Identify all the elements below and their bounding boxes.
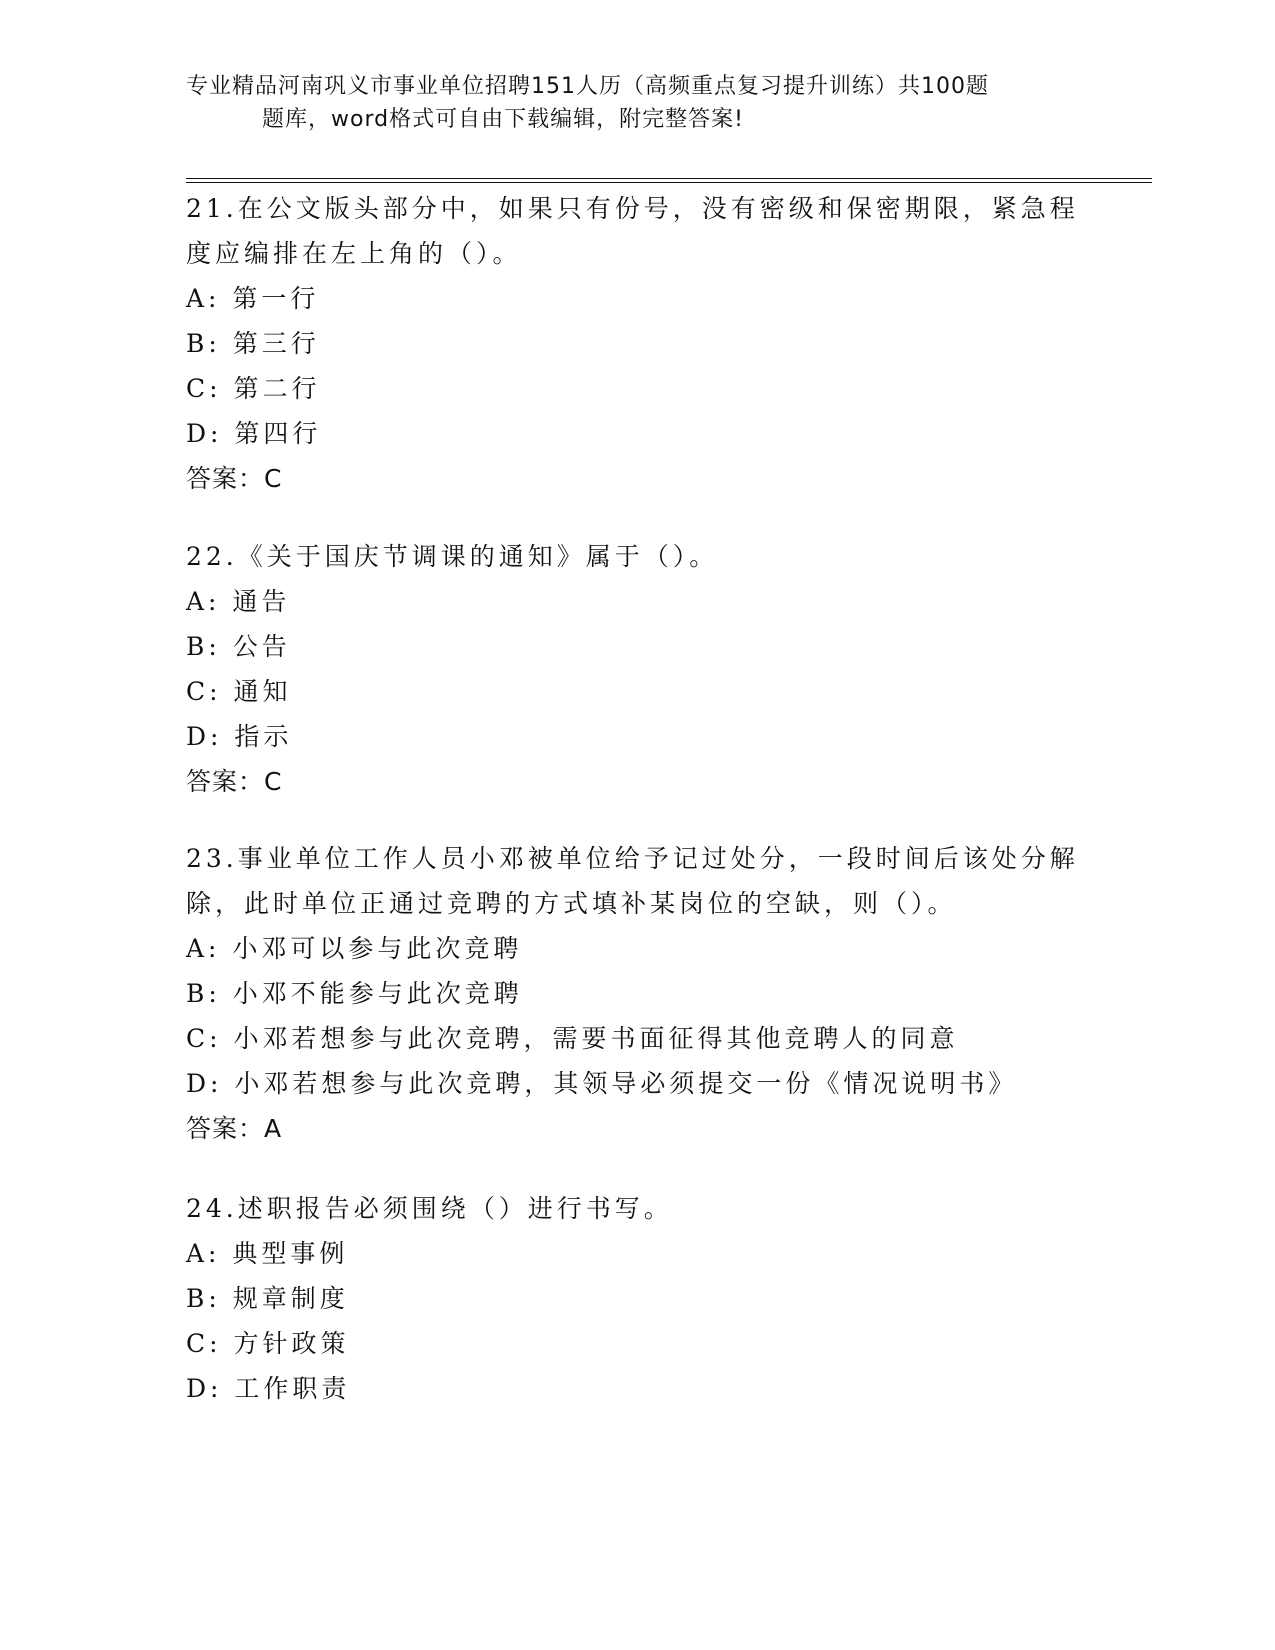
header-title-line-1: 专业精品河南巩义市事业单位招聘151人历（高频重点复习提升训练）共100题 (186, 74, 989, 99)
option-b: B: 小邓不能参与此次竞聘 (186, 979, 523, 1008)
option-b: B: 第三行 (186, 329, 320, 358)
question-block (186, 186, 1086, 501)
option-a: A: 通告 (186, 587, 291, 616)
option-a: A: 小邓可以参与此次竞聘 (186, 934, 523, 963)
question-block (186, 534, 1086, 804)
option-d: D: 第四行 (186, 419, 322, 448)
option-c: C: 小邓若想参与此次竞聘，需要书面征得其他竞聘人的同意 (186, 1024, 959, 1053)
answer-text: 答案：C (186, 767, 283, 796)
header-title-line-2: 题库，word格式可自由下载编辑，附完整答案! (262, 107, 744, 132)
option-b: B: 公告 (186, 632, 291, 661)
question-text: 23.事业单位工作人员小邓被单位给予记过处分，一段时间后该处分解 (186, 844, 1079, 873)
option-c: C: 通知 (186, 677, 292, 706)
header-divider-bottom (186, 182, 1152, 183)
header-divider-top (186, 178, 1152, 179)
question-text: 度应编排在左上角的（）。 (186, 239, 522, 268)
option-b: B: 规章制度 (186, 1284, 349, 1313)
question-text: 21.在公文版头部分中，如果只有份号，没有密级和保密期限，紧急程 (186, 194, 1079, 223)
question-text: 除，此时单位正通过竞聘的方式填补某岗位的空缺，则（）。 (186, 889, 957, 918)
option-d: D: 小邓若想参与此次竞聘，其领导必须提交一份《情况说明书》 (186, 1069, 1018, 1098)
question-text: 24.述职报告必须围绕（）进行书写。 (186, 1194, 673, 1223)
option-a: A: 第一行 (186, 284, 320, 313)
question-block (186, 1186, 1086, 1411)
document-header (186, 70, 1066, 136)
option-d: D: 指示 (186, 722, 293, 751)
answer-text: 答案：C (186, 464, 283, 493)
question-block (186, 836, 1086, 1151)
option-c: C: 第二行 (186, 374, 321, 403)
option-d: D: 工作职责 (186, 1374, 351, 1403)
answer-text: 答案：A (186, 1114, 283, 1143)
option-c: C: 方针政策 (186, 1329, 350, 1358)
option-a: A: 典型事例 (186, 1239, 349, 1268)
question-text: 22.《关于国庆节调课的通知》属于（）。 (186, 542, 719, 571)
